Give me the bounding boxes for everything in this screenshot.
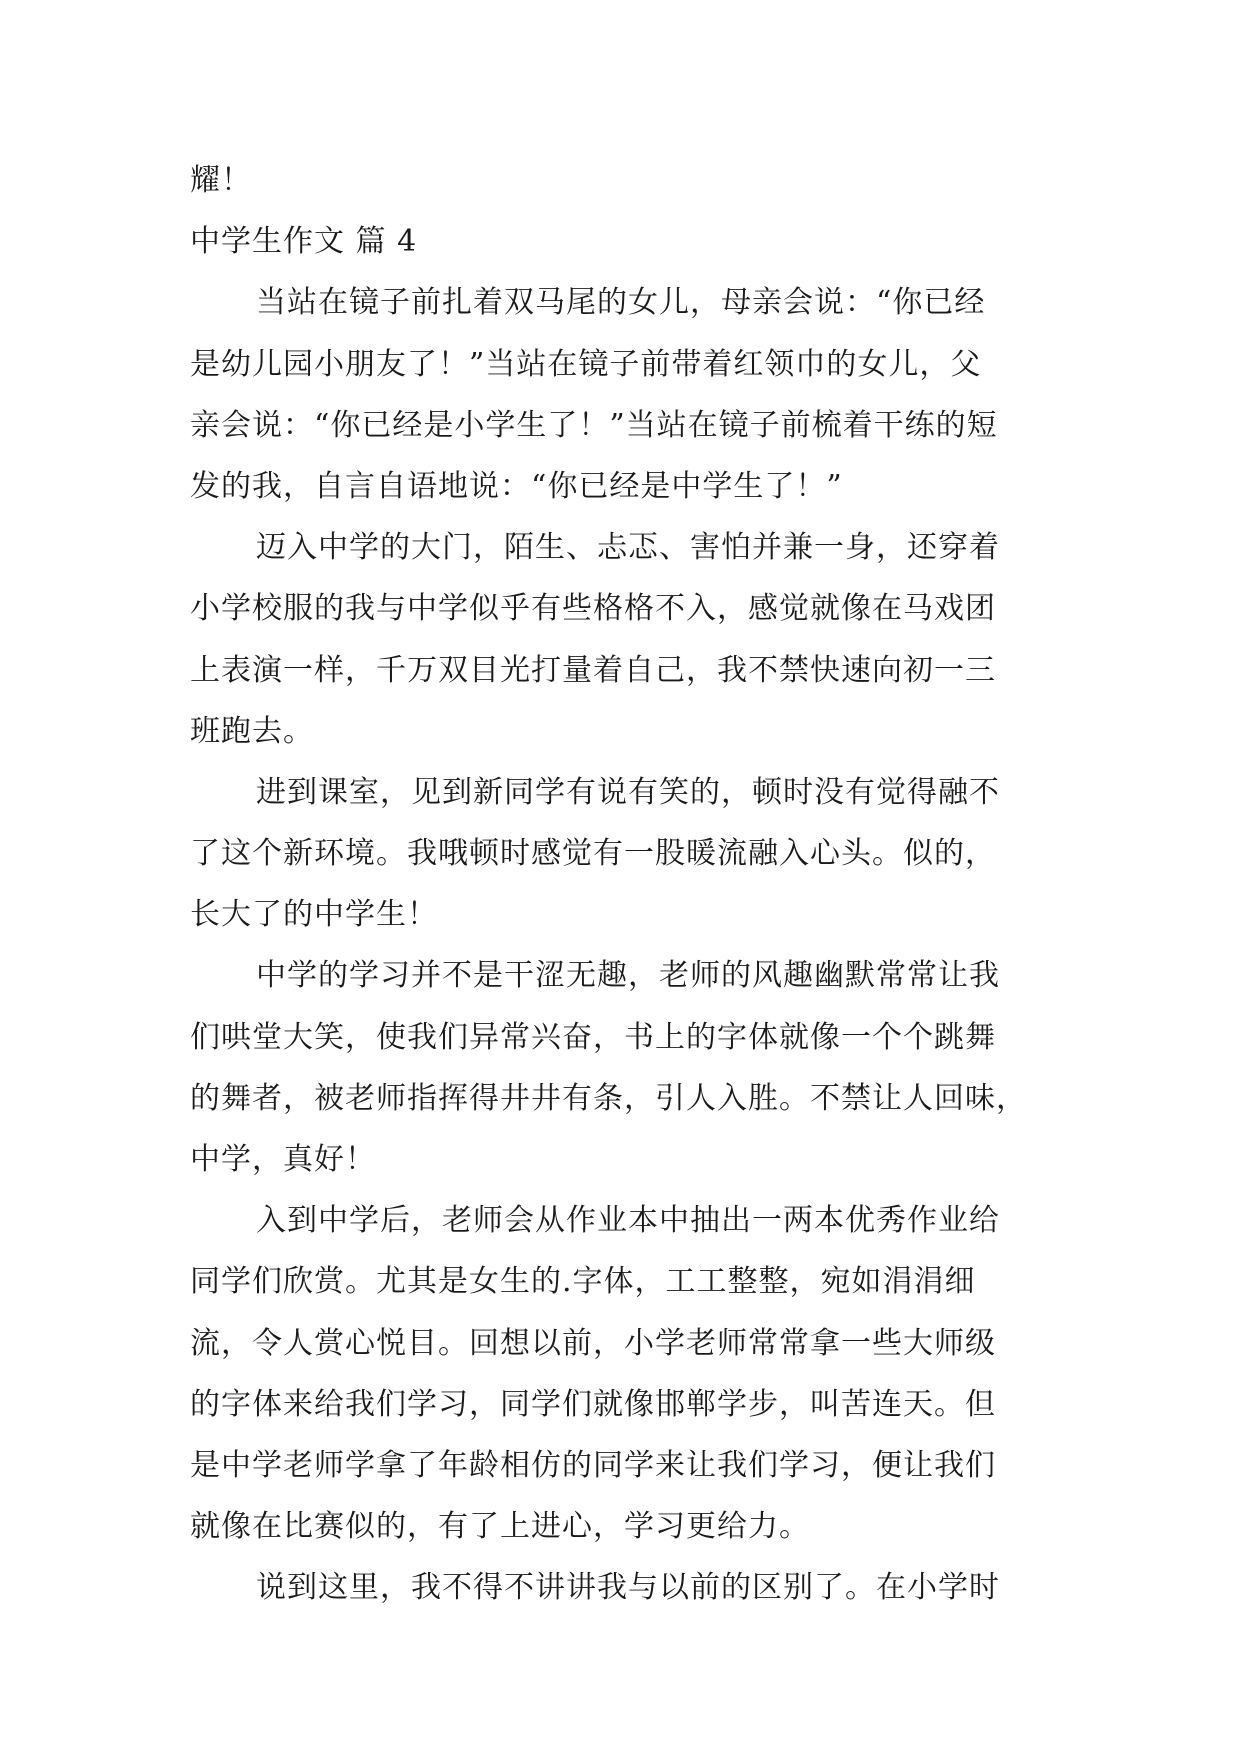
- paragraph-line: 当站在镜子前扎着双马尾的女儿，母亲会说：“你已经: [256, 285, 986, 321]
- paragraph-line: 中学，真好！: [190, 1142, 376, 1177]
- paragraph-line: 上表演一样，千万双目光打量着自己，我不禁快速向初一三: [190, 652, 996, 688]
- paragraph-line: 亲会说：“你已经是小学生了！”当站在镜子前梳着干练的短: [190, 407, 998, 443]
- paragraph-line: 是幼儿园小朋友了！”当站在镜子前带着红领巾的女儿，父: [190, 346, 982, 382]
- paragraph-line: 的字体来给我们学习，同学们就像邯郸学步，叫苦连天。但: [190, 1386, 996, 1422]
- paragraph-line: 入到中学后，老师会从作业本中抽出一两本优秀作业给: [256, 1203, 1000, 1239]
- paragraph-line: 说到这里，我不得不讲讲我与以前的区别了。在小学时: [256, 1570, 1000, 1606]
- paragraph-line: 班跑去。: [190, 713, 314, 749]
- text-line: 耀！: [190, 163, 252, 198]
- paragraph-line: 了这个新环境。我哦顿时感觉有一股暖流融入心头。似的，: [190, 836, 996, 872]
- paragraph-line: 是中学老师学拿了年龄相仿的同学来让我们学习，便让我们: [190, 1447, 996, 1483]
- paragraph-line: 发的我，自言自语地说：“你已经是中学生了！”: [190, 468, 843, 504]
- paragraph-line: 们哄堂大笑，使我们异常兴奋，书上的字体就像一个个跳舞: [190, 1019, 996, 1055]
- paragraph-line: 就像在比赛似的，有了上进心，学习更给力。: [190, 1509, 810, 1545]
- essay-heading: 中学生作文 篇 4: [190, 224, 418, 260]
- paragraph-line: 长大了的中学生！: [190, 897, 438, 933]
- paragraph-line: 小学校服的我与中学似乎有些格格不入，感觉就像在马戏团: [190, 591, 996, 627]
- paragraph-line: 同学们欣赏。尤其是女生的.字体，工工整整，宛如涓涓细: [190, 1264, 976, 1300]
- paragraph-line: 流，令人赏心悦目。回想以前，小学老师常常拿一些大师级: [190, 1325, 996, 1361]
- paragraph-line: 的舞者，被老师指挥得井井有条，引人入胜。不禁让人回味，: [190, 1080, 1027, 1116]
- paragraph-line: 迈入中学的大门，陌生、忐忑、害怕并兼一身，还穿着: [256, 530, 1000, 566]
- paragraph-line: 中学的学习并不是干涩无趣，老师的风趣幽默常常让我: [256, 958, 1000, 994]
- document-body: [190, 150, 1070, 1619]
- paragraph-line: 进到课室，见到新同学有说有笑的，顿时没有觉得融不: [256, 774, 1000, 810]
